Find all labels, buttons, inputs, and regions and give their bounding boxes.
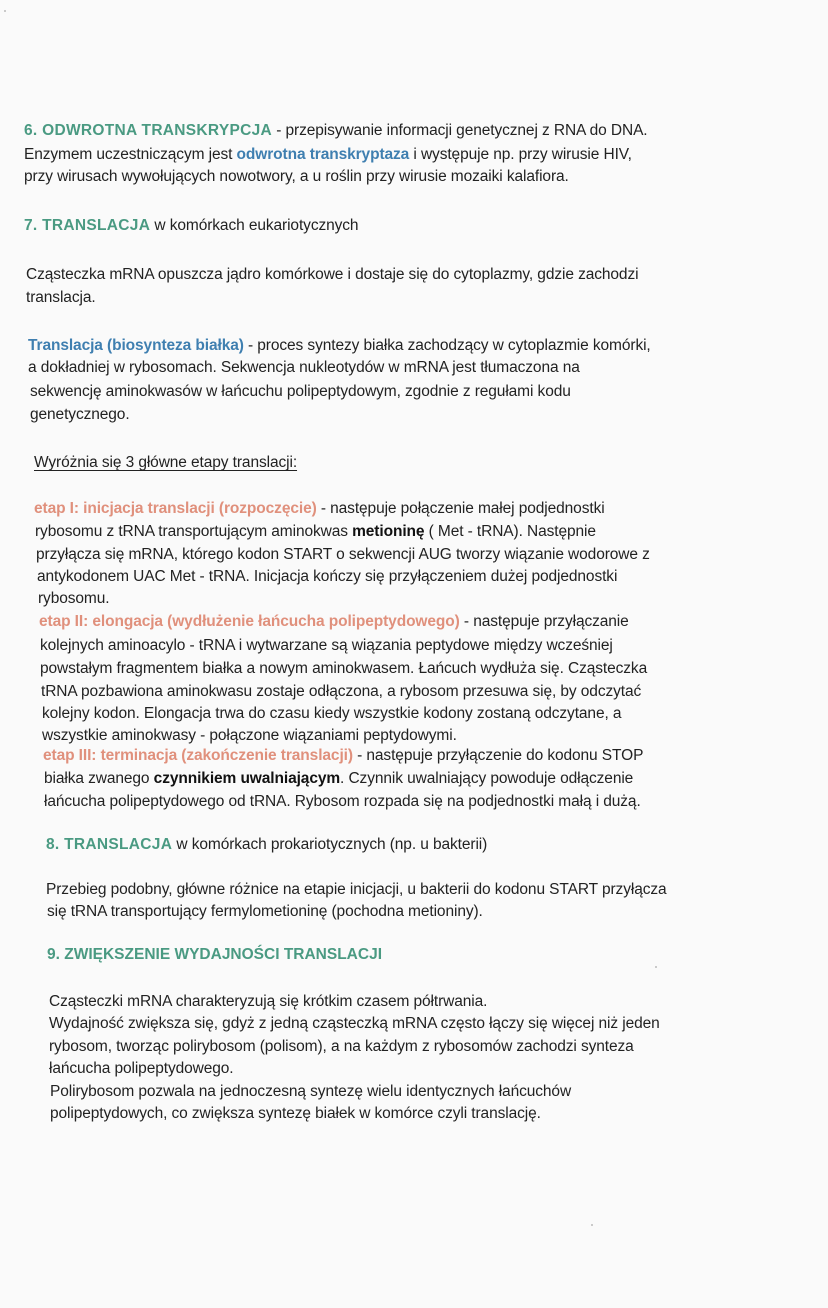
stage-3-line-1: etap III: terminacja (zakończenie translacji) - następuje przyłączenie do kodonu STOP <box>43 747 644 764</box>
section-8-heading-line: 8. TRANSLACJA w komórkach prokariotycznych (np. u bakterii) <box>46 836 488 853</box>
stage-3-label: etap III: terminacja (zakończenie translacji) <box>43 747 353 764</box>
term-translation: Translacja (biosynteza białka) <box>28 337 244 354</box>
section-9-line-2: Wydajność zwiększa się, gdyż z jedną cząsteczką mRNA często łączy się więcej niż jeden <box>49 1015 660 1032</box>
stage-2-label: etap II: elongacja (wydłużenie łańcucha polipeptydowego) <box>39 613 460 630</box>
stage-2-line-2: kolejnych aminoacylo - tRNA i wytwarzane są wiązania peptydowe między wcześniej <box>40 637 613 654</box>
scan-speck <box>591 1224 593 1226</box>
stage-1-label: etap I: inicjacja translacji (rozpoczęcie) <box>34 500 317 517</box>
term-release-factor: czynnikiem uwalniającym <box>153 770 341 787</box>
stage-1-line-4: antykodonem UAC Met - tRNA. Inicjacja kończy się przyłączeniem dużej podjednostki <box>37 568 618 585</box>
stage-1-line-2: rybosomu z tRNA transportującym aminokwas metioninę ( Met - tRNA). Następnie <box>35 523 596 540</box>
section-7-p2-line-2: a dokładniej w rybosomach. Sekwencja nukleotydów w mRNA jest tłumaczona na <box>28 359 580 376</box>
section-9-heading-line <box>47 945 382 965</box>
section-7-heading: 7. TRANSLACJA <box>24 217 151 234</box>
section-9-heading: 9. ZWIĘKSZENIE WYDAJNOŚCI TRANSLACJI <box>47 946 382 963</box>
section-8-line-2: się tRNA transportujący fermylometioninę (pochodna metioniny). <box>47 903 483 920</box>
section-7-p2-line-4: genetycznego. <box>30 406 130 423</box>
stage-2-line-1: etap II: elongacja (wydłużenie łańcucha polipeptydowego) - następuje przyłączanie <box>39 613 629 630</box>
scan-speck <box>4 10 6 12</box>
term-methionine: metioninę <box>352 523 425 540</box>
section-9-line-4: łańcucha polipeptydowego. <box>49 1060 234 1077</box>
section-7-heading-line: 7. TRANSLACJA w komórkach eukariotycznych <box>24 217 359 234</box>
stage-2-line-6: wszystkie aminokwasy - połączone wiązaniami peptydowymi. <box>42 727 457 744</box>
stage-1-line-5: rybosomu. <box>38 590 110 607</box>
stage-2-line-4: tRNA pozbawiona aminokwasu zostaje odłączona, a rybosom przesuwa się, by odczytać <box>41 683 642 700</box>
section-6-line-3: przy wirusach wywołujących nowotwory, a u roślin przy wirusie mozaiki kalafiora. <box>24 168 569 185</box>
section-7-p1-line-1: Cząsteczka mRNA opuszcza jądro komórkowe i dostaje się do cytoplazmy, gdzie zachodzi <box>26 266 639 283</box>
section-9-line-3: rybosom, tworząc polirybosom (polisom), a na każdym z rybosomów zachodzi synteza <box>49 1038 634 1055</box>
stage-1-line-1: etap I: inicjacja translacji (rozpoczęcie) - następuje połączenie małej podjednostki <box>34 500 605 517</box>
stage-1-line-3: przyłącza się mRNA, którego kodon START o sekwencji AUG tworzy wiązanie wodorowe z <box>36 546 650 563</box>
term-reverse-transcriptase: odwrotna transkryptaza <box>236 146 410 163</box>
section-8-heading: 8. TRANSLACJA <box>46 836 173 853</box>
section-9-line-1: Cząsteczki mRNA charakteryzują się krótkim czasem półtrwania. <box>49 993 488 1010</box>
stage-3-line-2: białka zwanego czynnikiem uwalniającym. Czynnik uwalniający powoduje odłączenie <box>44 770 634 787</box>
section-8-line-1: Przebieg podobny, główne różnice na etapie inicjacji, u bakterii do kodonu START przyłącza <box>46 881 667 898</box>
section-9-line-5: Polirybosom pozwala na jednoczesną syntezę wielu identycznych łańcuchów <box>50 1083 572 1100</box>
stages-heading: Wyróżnia się 3 główne etapy translacji: <box>34 454 298 471</box>
stage-2-line-3: powstałym fragmentem białka a nowym aminokwasem. Łańcuch wydłuża się. Cząsteczka <box>40 660 648 677</box>
section-6-line-2: Enzymem uczestniczącym jest odwrotna transkryptaza i występuje np. przy wirusie HIV, <box>24 146 632 163</box>
stage-2-line-5: kolejny kodon. Elongacja trwa do czasu kiedy wszystkie kodony zostaną odczytane, a <box>42 705 622 722</box>
section-7-p2-line-3: sekwencję aminokwasów w łańcuchu polipeptydowym, zgodnie z regułami kodu <box>30 383 571 400</box>
section-6-heading: 6. ODWROTNA TRANSKRYPCJA <box>24 122 273 139</box>
section-7-p2-line-1: Translacja (biosynteza białka) - proces syntezy białka zachodzący w cytoplazmie komórki, <box>28 337 651 354</box>
section-6-line-1: 6. ODWROTNA TRANSKRYPCJA - przepisywanie informacji genetycznej z RNA do DNA. <box>24 122 648 139</box>
stage-3-line-3: łańcucha polipeptydowego od tRNA. Rybosom rozpada się na podjednostki małą i dużą. <box>44 793 641 810</box>
scan-speck <box>655 966 657 968</box>
section-9-line-6: polipeptydowych, co zwiększa syntezę białek w komórce czyli translację. <box>50 1105 541 1122</box>
section-7-p1-line-2: translacja. <box>26 289 96 306</box>
